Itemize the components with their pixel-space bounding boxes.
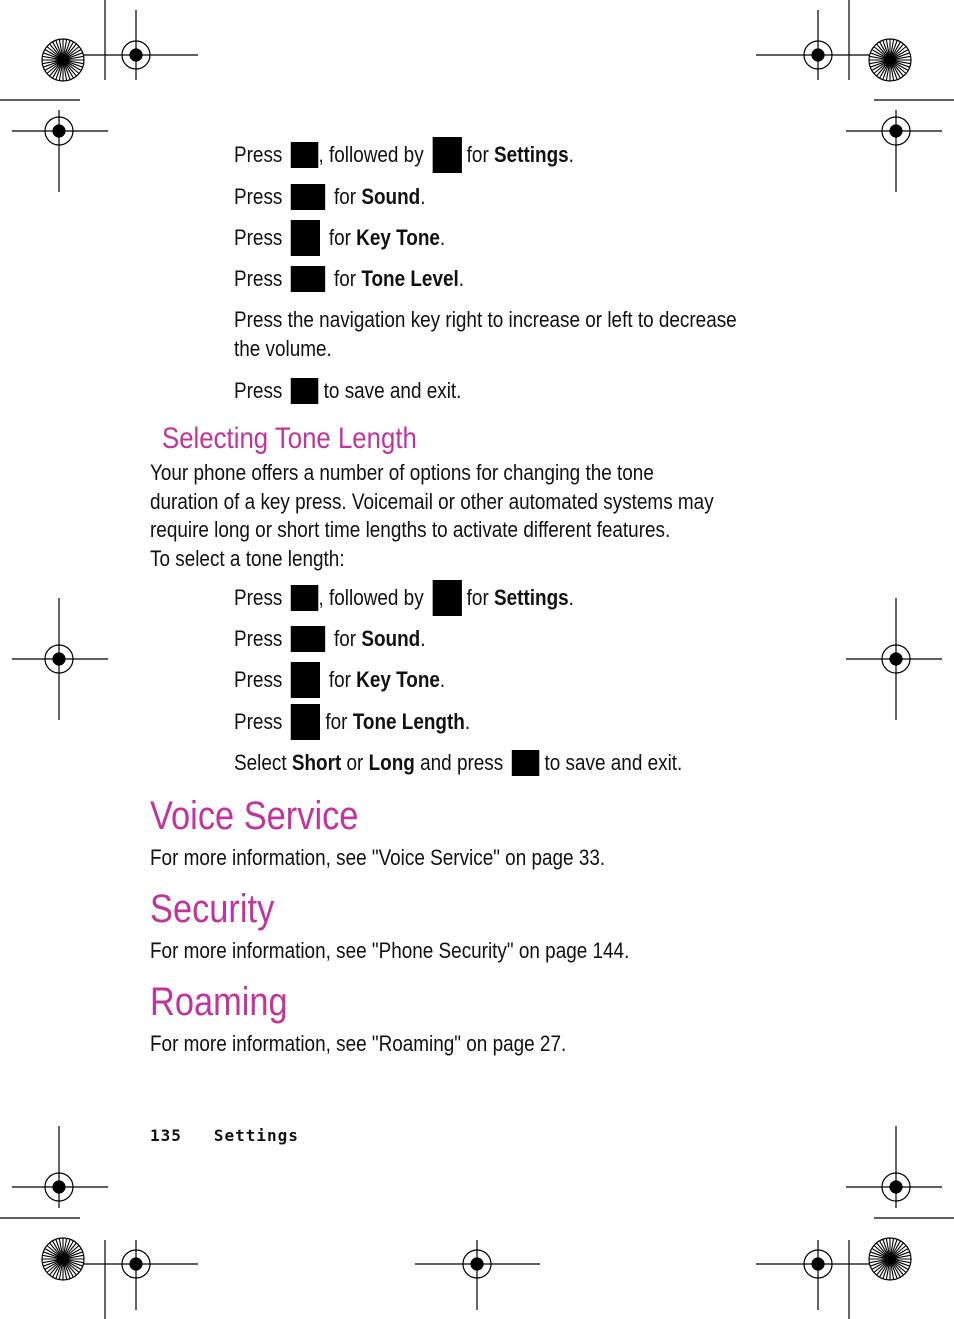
number-key-icon bbox=[432, 580, 461, 616]
security-text: For more information, see "Phone Security" on page 144. bbox=[150, 938, 630, 963]
heading-security: Security bbox=[150, 887, 275, 931]
tone-length-body: Your phone offers a number of options for changing the tone duration of a key press. Voicemail or other automated systems may require long or short time lengths to activate different features. To select a tone length: bbox=[150, 460, 714, 571]
starburst-target-icon bbox=[42, 39, 84, 81]
step-b2: Press for Sound . bbox=[234, 626, 426, 651]
number-key-icon bbox=[432, 137, 461, 173]
number-key-icon bbox=[291, 704, 320, 740]
step-b1: Press , followed by for Settings . bbox=[234, 581, 574, 615]
number-key-icon bbox=[291, 220, 320, 256]
step-b-select: Select Short or Long and press to save and exit. bbox=[234, 750, 683, 775]
step-b3: Press for Key Tone . bbox=[234, 663, 445, 697]
number-key-icon bbox=[291, 184, 325, 210]
step-b4: Press for Tone Length . bbox=[234, 705, 470, 739]
page-footer bbox=[150, 1126, 299, 1145]
step-a4: Press for Tone Level . bbox=[234, 266, 465, 291]
nav-instruction: Press the navigation key right to increase or left to decrease the volume. bbox=[234, 307, 737, 361]
ok-key-icon bbox=[512, 750, 540, 776]
step-a2: Press for Sound . bbox=[234, 184, 426, 209]
page-number: 135 bbox=[150, 1126, 182, 1145]
starburst-target-icon bbox=[42, 1238, 84, 1280]
voice-service-text: For more information, see "Voice Service" on page 33. bbox=[150, 845, 606, 870]
step-a3: Press for Key Tone . bbox=[234, 221, 445, 255]
roaming-text: For more information, see "Roaming" on page 27. bbox=[150, 1031, 567, 1056]
heading-voice-service: Voice Service bbox=[150, 794, 359, 838]
number-key-icon bbox=[291, 626, 325, 652]
number-key-icon bbox=[291, 266, 325, 292]
ok-key-icon bbox=[291, 378, 319, 404]
starburst-target-icon bbox=[869, 39, 911, 81]
menu-key-icon bbox=[291, 585, 319, 611]
number-key-icon bbox=[291, 662, 320, 698]
starburst-target-icon bbox=[869, 1238, 911, 1280]
heading-roaming: Roaming bbox=[150, 980, 288, 1024]
section-name: Settings bbox=[213, 1126, 299, 1145]
step-a1: Press , followed by for Settings . bbox=[234, 138, 574, 172]
section-heading-tone-length: Selecting Tone Length bbox=[162, 422, 417, 455]
step-a-save: Press to save and exit. bbox=[234, 378, 462, 403]
menu-key-icon bbox=[291, 142, 319, 168]
